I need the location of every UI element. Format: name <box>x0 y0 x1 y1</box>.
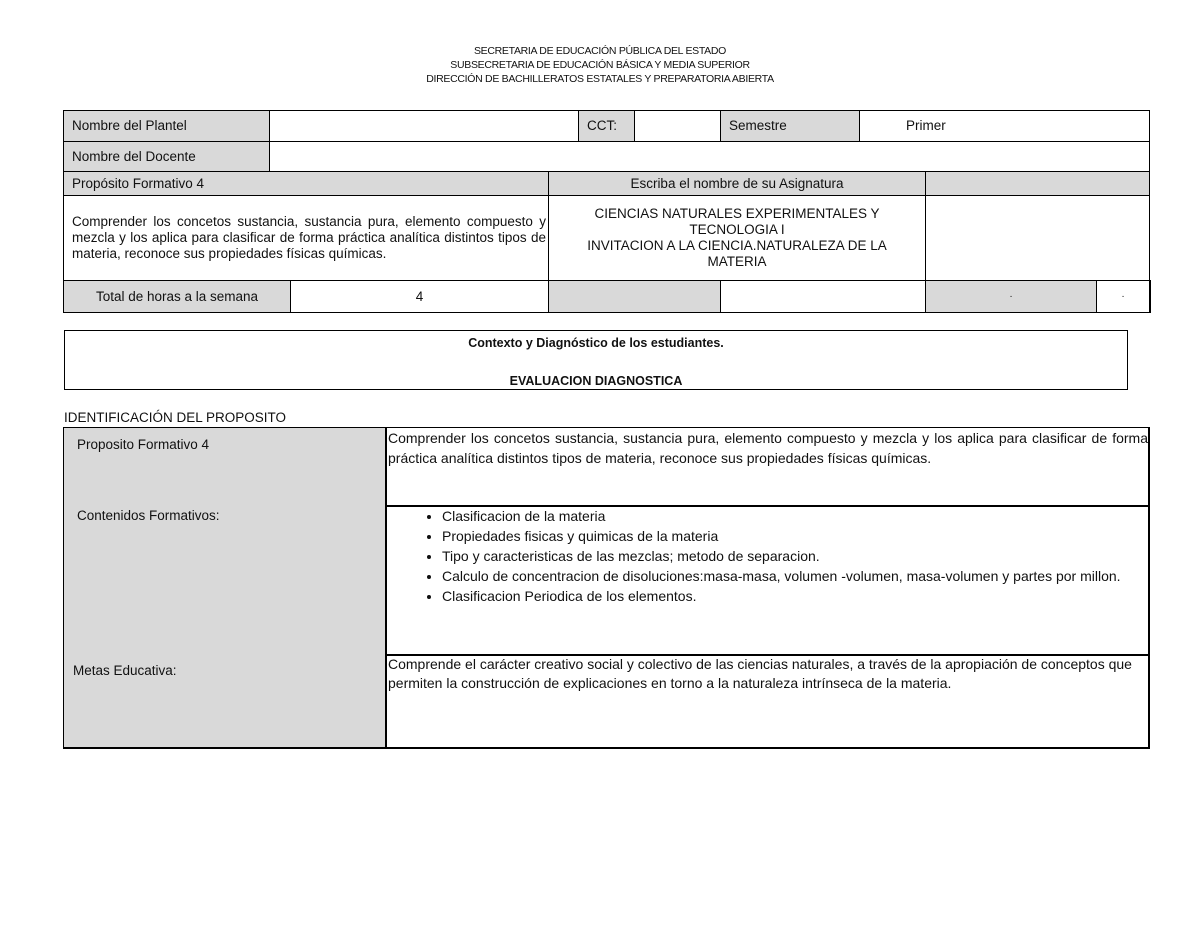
proposito-text <box>63 195 549 281</box>
document-header <box>0 44 1200 86</box>
blank-header-cell <box>925 171 1150 196</box>
header-line-3: DIRECCIÓN DE BACHILLERATOS ESTATALES Y PREPARATORIA ABIERTA <box>426 73 774 85</box>
metas-text <box>386 654 1150 749</box>
metas-text-content: Comprende el carácter creativo social y colectivo de las ciencias naturales, a través de la apropiación de conceptos que permiten la construcción de explicaciones en torno a la naturaleza intrínseca de la materia. <box>388 656 1132 691</box>
list-item: • Clasificacion Periodica de los elementos. <box>442 586 1148 606</box>
horas-label: Total de horas a la semana <box>63 280 291 313</box>
docente-value[interactable] <box>269 141 1150 172</box>
general-info-table <box>63 110 1152 314</box>
asignatura-label: Escriba el nombre de su Asignatura <box>548 171 926 196</box>
contenidos-list <box>386 506 1148 606</box>
blank-gray-cell <box>548 280 721 313</box>
header-line-1: SECRETARIA DE EDUCACIÓN PÚBLICA DEL ESTADO <box>473 45 727 57</box>
list-item: • Calculo de concentracion de disoluciones:masa-masa, volumen -volumen, masa-volumen y partes por millon. <box>442 566 1148 586</box>
proposito-text-content: Comprender los concetos sustancia, sustancia pura, elemento compuesto y mezcla y los aplica para clasificar de forma práctica analítica distintos tipos de materia, reconoce sus propiedades físicas químicas. <box>72 214 546 261</box>
contexto-subtitle: EVALUACION DIAGNOSTICA <box>509 374 683 388</box>
id-proposito-label: Proposito Formativo 4 <box>63 427 387 507</box>
semestre-value[interactable]: Primer <box>859 110 1150 142</box>
docente-label: Nombre del Docente <box>63 141 270 172</box>
blank-value-cell <box>925 195 1150 281</box>
asignatura-value <box>548 195 926 281</box>
dot-cell-2: · <box>1096 280 1151 313</box>
identificacion-title: IDENTIFICACIÓN DEL PROPOSITO <box>64 410 287 425</box>
metas-label: Metas Educativa: <box>63 654 387 749</box>
semestre-label: Semestre <box>720 110 860 142</box>
plantel-value[interactable] <box>269 110 579 142</box>
blank-cell <box>720 280 926 313</box>
contexto-title: Contexto y Diagnóstico de los estudiantes. <box>468 336 724 350</box>
cct-value[interactable] <box>634 110 721 142</box>
horas-value[interactable]: 4 <box>290 280 549 313</box>
asignatura-line-2: INVITACION A LA CIENCIA.NATURALEZA DE LA MATERIA <box>587 238 887 269</box>
list-item: • Tipo y caracteristicas de las mezclas; metodo de separacion. <box>442 546 1148 566</box>
identificacion-table <box>63 427 1150 749</box>
cct-label: CCT: <box>578 110 635 142</box>
asignatura-line-1: CIENCIAS NATURALES EXPERIMENTALES Y TECNOLOGIA I <box>594 206 880 237</box>
dot-cell-1: · <box>925 280 1097 313</box>
contenidos-label: Contenidos Formativos: <box>63 505 387 656</box>
list-item: • Clasificacion de la materia <box>442 506 1148 526</box>
contenidos-list-cell <box>386 505 1150 656</box>
contexto-box <box>64 330 1128 390</box>
id-proposito-text-content: Comprender los concetos sustancia, sustancia pura, elemento compuesto y mezcla y los aplica para clasificar de forma práctica analítica distintos tipos de materia, reconoce sus propiedades físicas químicas. <box>388 430 1148 466</box>
list-item: • Propiedades fisicas y quimicas de la materia <box>442 526 1148 546</box>
id-proposito-text <box>386 427 1150 507</box>
proposito-label: Propósito Formativo 4 <box>63 171 549 196</box>
header-line-2: SUBSECRETARIA DE EDUCACIÓN BÁSICA Y MEDIA SUPERIOR <box>450 59 750 71</box>
plantel-label: Nombre del Plantel <box>63 110 270 142</box>
